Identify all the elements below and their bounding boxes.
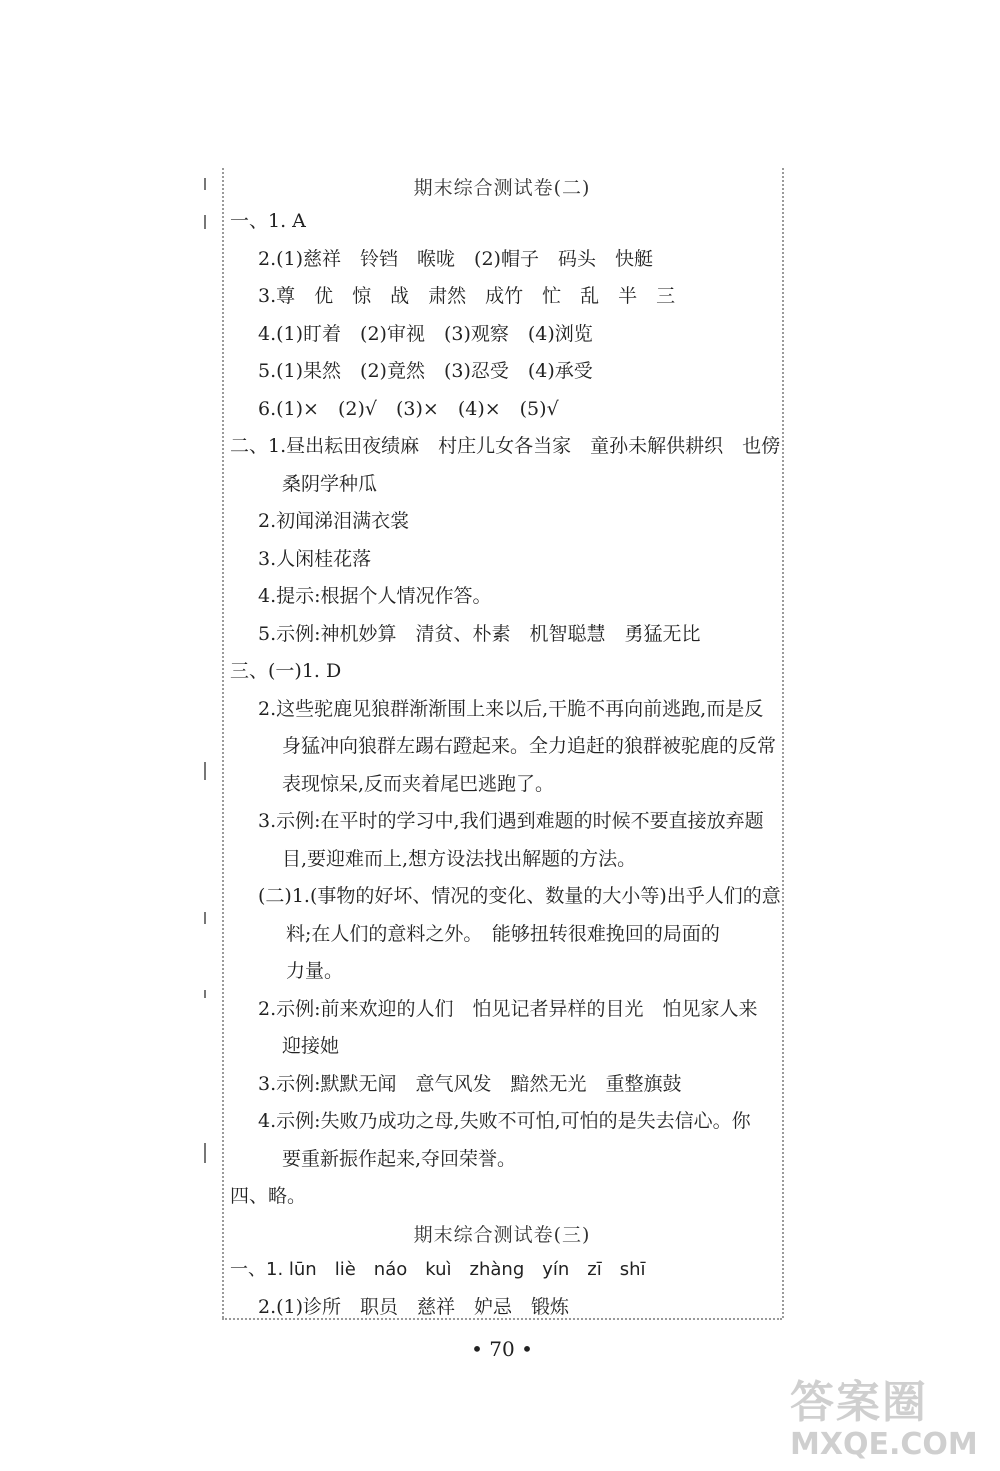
- answer-line: 料;在人们的意料之外。 能够扭转很难挽回的局面的: [286, 923, 720, 945]
- edge-mark: [204, 762, 206, 780]
- edge-mark: [204, 215, 206, 229]
- section-title-test-3: 期末综合测试卷(三): [413, 1224, 591, 1246]
- answer-line: 三、(一)1. D: [230, 660, 342, 682]
- answer-line: 迎接她: [282, 1035, 340, 1057]
- answer-line: 3.示例:默默无闻 意气风发 黯然无光 重整旗鼓: [258, 1073, 682, 1095]
- answer-line: 2.示例:前来欢迎的人们 怕见记者异样的目光 怕见家人来: [258, 998, 758, 1020]
- answer-line: 3.示例:在平时的学习中,我们遇到难题的时候不要直接放弃题: [258, 810, 764, 832]
- answer-line: 4.示例:失败乃成功之母,失败不可怕,可怕的是失去信心。你: [258, 1110, 751, 1132]
- answer-line: 身猛冲向狼群左踢右蹬起来。全力追赶的狼群被驼鹿的反常: [282, 735, 777, 757]
- answer-line: 5.示例:神机妙算 清贫、朴素 机智聪慧 勇猛无比: [258, 623, 701, 645]
- answer-line: 2.初闻涕泪满衣裳: [258, 510, 410, 532]
- answer-line: 2.(1)诊所 职员 慈祥 妒忌 锻炼: [258, 1296, 570, 1318]
- answer-line: 表现惊呆,反而夹着尾巴逃跑了。: [282, 773, 555, 795]
- answer-line: 一、1. A: [230, 210, 306, 232]
- edge-mark: [204, 912, 206, 924]
- page-border-right: [782, 168, 784, 1318]
- edge-mark: [204, 990, 206, 998]
- edge-mark: [204, 178, 206, 190]
- answer-line: 6.(1)× (2)√ (3)× (4)× (5)√: [258, 398, 559, 420]
- site-watermark: [790, 1378, 1000, 1468]
- watermark-url-text: MXQE.COM: [790, 1427, 978, 1462]
- pinyin-answer-line: 一、1. lūn liè náo kuì zhàng yín zī shī: [230, 1259, 646, 1280]
- answer-line: 3.人闲桂花落: [258, 548, 372, 570]
- answer-line: 4.提示:根据个人情况作答。: [258, 585, 492, 607]
- answer-line: 目,要迎难而上,想方设法找出解题的方法。: [282, 848, 637, 870]
- answer-line: 3.尊 优 惊 战 肃然 成竹 忙 乱 半 三: [258, 285, 676, 307]
- answer-line: 4.(1)盯着 (2)审视 (3)观察 (4)浏览: [258, 323, 593, 345]
- edge-mark: [204, 1143, 206, 1163]
- watermark-logo-text: 答案圈: [790, 1377, 928, 1428]
- answer-line: 桑阴学种瓜: [282, 473, 378, 495]
- answer-line: 力量。: [286, 960, 344, 982]
- answer-line: 2.这些驼鹿见狼群渐渐围上来以后,干脆不再向前逃跑,而是反: [258, 698, 764, 720]
- answer-line: 二、1.昼出耘田夜绩麻 村庄儿女各当家 童孙未解供耕织 也傍: [230, 435, 781, 457]
- page-border-left: [222, 168, 224, 1318]
- answer-line: 要重新振作起来,夺回荣誉。: [282, 1148, 517, 1170]
- section-title-test-2: 期末综合测试卷(二): [413, 177, 591, 199]
- answer-line: (二)1.(事物的好坏、情况的变化、数量的大小等)出乎人们的意: [258, 885, 781, 907]
- answer-line: 四、略。: [230, 1185, 307, 1207]
- answer-line: 5.(1)果然 (2)竟然 (3)忍受 (4)承受: [258, 360, 593, 382]
- answer-line: 2.(1)慈祥 铃铛 喉咙 (2)帽子 码头 快艇: [258, 248, 653, 270]
- page-number: • 70 •: [471, 1337, 533, 1361]
